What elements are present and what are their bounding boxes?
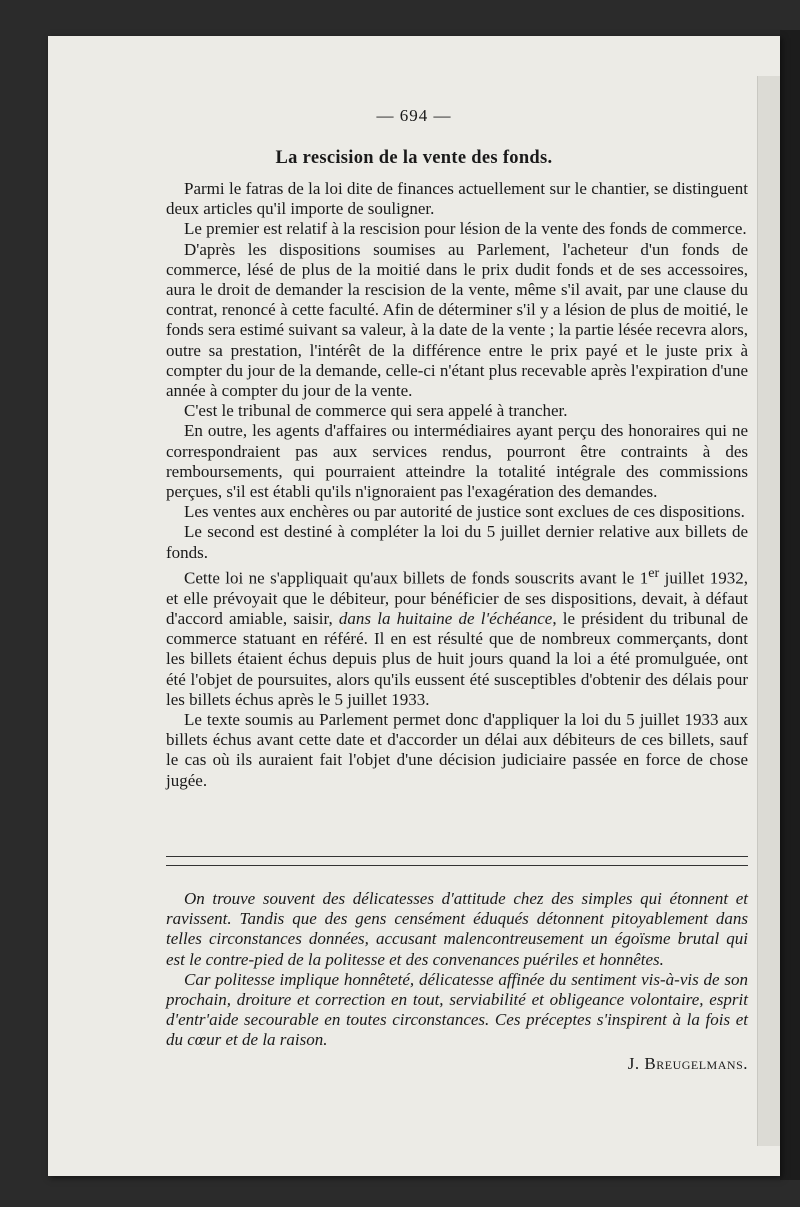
quote-block — [166, 889, 748, 1051]
section-divider — [166, 856, 748, 874]
paragraph: Le texte soumis au Parlement permet donc d'appliquer la loi du 5 juillet 1933 aux billets échus avant cette date et d'accorder un délai aux débiteurs de ces billets, sauf le cas où ils auraient fait l'objet d'une décision judiciaire passée en force de chose jugée. — [166, 709, 748, 790]
paragraph: Le second est destiné à compléter la loi du 5 juillet dernier relative aux billets de fonds. — [166, 522, 748, 562]
paragraph — [166, 563, 748, 710]
document-page — [48, 36, 780, 1176]
divider-line — [166, 865, 748, 866]
superscript: er — [648, 564, 660, 581]
article-title: La rescision de la vente des fonds. — [275, 148, 553, 168]
paragraph: Le premier est relatif à la rescision pour lésion de la vente des fonds de commerce. — [184, 219, 747, 239]
paragraph-text: juillet 1932, et elle prévoyait que le débiteur, pour bénéficier de ses dispositions, devait, à défaut d'accord amiable, saisir, — [166, 568, 748, 628]
paragraph-text: Cette loi ne s'appliquait qu'aux billets de fonds souscrits avant le 1 — [184, 568, 649, 588]
signature: J. Breugelmans. — [627, 1054, 748, 1073]
quote-paragraph: On trouve souvent des délicatesses d'attitude chez des simples qui étonnent et ravissent. Tandis que des gens censément éduqués détonnent pitoyablement dans telles circonstances données, accusant malencontreusement un égoïsme brutal qui est le contre-pied de la politesse et des convenances puériles et honnêtes. — [166, 889, 748, 969]
paragraph: Parmi le fatras de la loi dite de finances actuellement sur le chantier, se distinguent deux articles qu'il importe de souligner. — [166, 179, 748, 219]
scan-background — [780, 30, 800, 1180]
paragraph: D'après les dispositions soumises au Parlement, l'acheteur d'un fonds de commerce, lésé de plus de la moitié dans le prix dudit fonds et de ses accessoires, aura le droit de demander la rescision de la vente, même s'il avait, par une clause du contrat, renoncé à cette faculté. Afin de déterminer s'il y a lésion de plus de moitié, le fonds sera estimé suivant sa valeur, à la date de la vente ; la partie lésée recevra alors, outre sa prestation, l'intérêt de la différence entre le prix payé et le juste prix à compter du jour de la demande, celle-ci n'étant plus recevable après l'expiration d'une année à compter du jour de la vente. — [166, 239, 748, 401]
paragraph-text: , le président du tribunal de commerce statuant en référé. Il en est résulté que de nombreux commerçants, dont les billets étaient échus depuis plus de huit jours quand la loi a été promulguée, ont été l'objet de poursuites, alors qu'ils eussent été susceptibles d'obtenir des délais pour les billets échus après le 5 juillet 1933. — [166, 608, 749, 709]
italic-phrase: dans la huitaine de l'échéance — [338, 608, 553, 628]
quote-paragraph: Car politesse implique honnêteté, délicatesse affinée du sentiment vis-à-vis de son prochain, droiture et correction en tout, serviabilité et obligeance volontaire, esprit d'entr'aide secourable en toutes circonstances. Ces préceptes s'inspirent à la fois et du cœur et de la raison. — [166, 969, 748, 1050]
paragraph: Les ventes aux enchères ou par autorité de justice sont exclues de ces dispositions. — [184, 502, 745, 522]
article-body — [166, 179, 748, 791]
divider-line — [166, 856, 748, 857]
paragraph: En outre, les agents d'affaires ou intermédiaires ayant perçu des honoraires qui ne correspondraient pas aux services rendus, pourront être contraints à des remboursements, qui pourraient atteindre la totalité intégrale des commissions perçues, s'il est établi qu'ils n'ignoraient pas l'exagération des demandes. — [166, 421, 748, 502]
page-edge — [757, 76, 780, 1146]
page-number: — 694 — — [376, 106, 452, 125]
paragraph: C'est le tribunal de commerce qui sera appelé à trancher. — [184, 401, 568, 421]
